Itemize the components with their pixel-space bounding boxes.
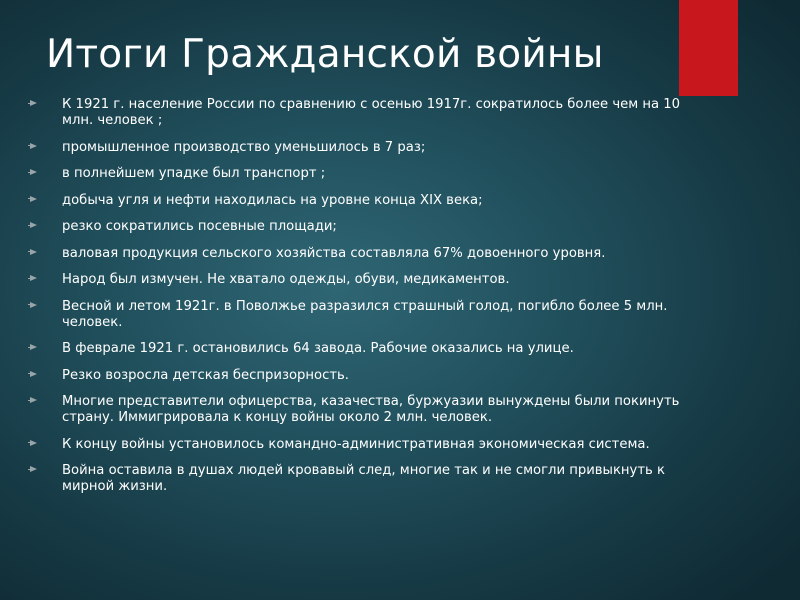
bullet-list: [30, 97, 700, 506]
list-item: [30, 299, 700, 331]
arrow-bullet-icon: [30, 371, 37, 377]
bullet-text: промышленное производство уменьшилось в 7 раз;: [62, 139, 426, 155]
bullet-text: Многие представители офицерства, казачества, буржуазии вынуждены были покинуть страну. Иммигрировала к концу войны около 2 млн. человек.: [62, 394, 680, 425]
bullet-text: Война оставила в душах людей кровавый след, многие так и не смогли привыкнуть к мирной жизни.: [62, 463, 665, 494]
arrow-bullet-icon: [30, 302, 37, 308]
bullet-text: В феврале 1921 г. остановились 64 завода. Рабочие оказались на улице.: [62, 341, 574, 356]
list-item: [30, 193, 700, 209]
bullet-text: валовая продукция сельского хозяйства составляла 67% довоенного уровня.: [62, 245, 606, 261]
list-item: [30, 437, 700, 453]
list-item: [30, 463, 700, 495]
list-item: [30, 140, 700, 156]
list-item: [30, 246, 700, 262]
bullet-text: Народ был измучен. Не хватало одежды, обуви, медикаментов.: [62, 272, 510, 287]
list-item: [30, 272, 700, 288]
bullet-text: добыча угля и нефти находилась на уровне конца XIX века;: [62, 192, 483, 208]
bullet-text: К концу войны установилось командно-административная экономическая система.: [62, 436, 650, 452]
list-item: [30, 394, 700, 426]
arrow-bullet-icon: [30, 143, 37, 149]
list-item: [30, 341, 700, 357]
arrow-bullet-icon: [30, 275, 37, 281]
arrow-bullet-icon: [30, 169, 37, 175]
arrow-bullet-icon: [30, 100, 37, 106]
arrow-bullet-icon: [30, 222, 37, 228]
bullet-text: Весной и летом 1921г. в Поволжье разразился страшный голод, погибло более 5 млн. человек.: [62, 298, 668, 330]
bullet-text: К 1921 г. население России по сравнению с осенью 1917г. сократилось более чем на 10 млн. человек ;: [62, 97, 681, 128]
list-item: [30, 219, 700, 235]
arrow-bullet-icon: [30, 397, 37, 403]
arrow-bullet-icon: [30, 466, 37, 472]
bullet-text: Резко возросла детская беспризорность.: [62, 367, 349, 383]
arrow-bullet-icon: [30, 440, 37, 446]
list-item: [30, 97, 700, 129]
arrow-bullet-icon: [30, 249, 37, 255]
bullet-text: резко сократились посевные площади;: [62, 219, 337, 234]
arrow-bullet-icon: [30, 344, 37, 350]
list-item: [30, 166, 700, 182]
bullet-text: в полнейшем упадке был транспорт ;: [62, 166, 326, 181]
slide-title: Итоги Гражданской войны: [46, 32, 604, 77]
arrow-bullet-icon: [30, 196, 37, 202]
list-item: [30, 368, 700, 384]
accent-bar: [679, 0, 738, 96]
